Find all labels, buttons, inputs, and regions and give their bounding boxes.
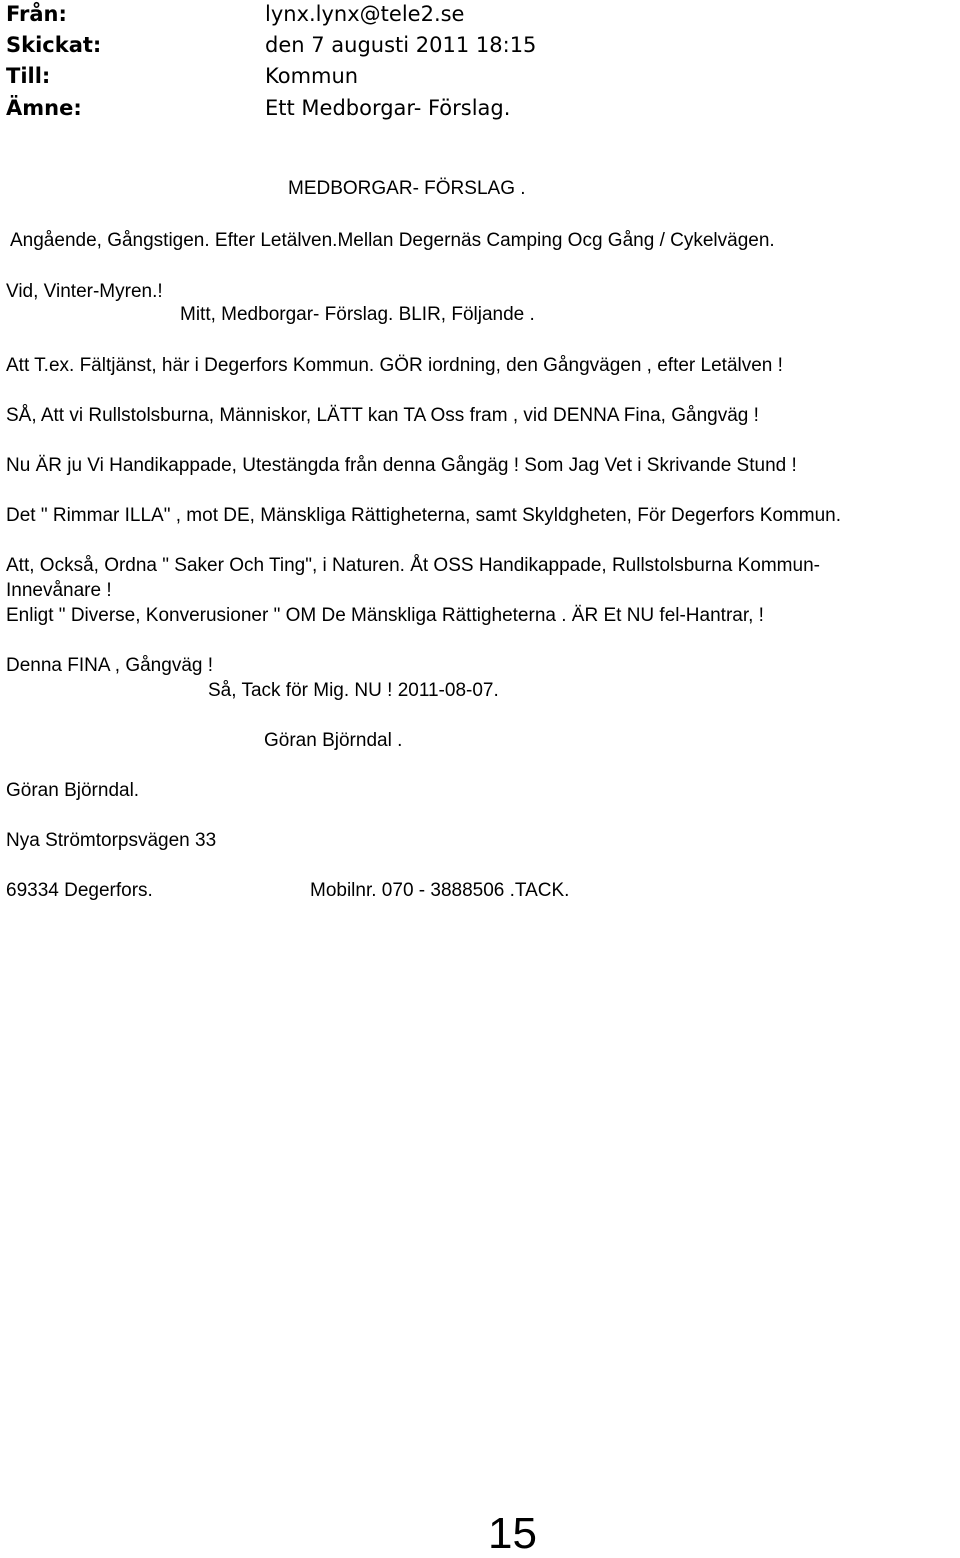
to-label: Till: — [6, 64, 51, 88]
body-line: Det " Rimmar ILLA" , mot DE, Mänskliga Rättigheterna, samt Skyldgheten, För Degerfors Kommun. — [6, 505, 842, 526]
body-line: Enligt " Diverse, Konverusioner " OM De Mänskliga Rättigheterna . ÄR Et NU fel-Hantrar, ! — [6, 605, 764, 626]
mobile-number: Mobilnr. 070 - 3888506 .TACK. — [310, 880, 570, 901]
subject-value: Ett Medborgar- Förslag. — [265, 96, 511, 120]
signature: Göran Björndal . — [264, 730, 403, 751]
body-line: Denna FINA , Gångväg ! — [6, 655, 214, 676]
to-value: Kommun — [265, 64, 359, 88]
from-value: lynx.lynx@tele2.se — [265, 2, 465, 26]
body-line: Att T.ex. Fältjänst, här i Degerfors Kommun. GÖR iordning, den Gångvägen , efter Letälven ! — [6, 355, 783, 376]
letter-title: MEDBORGAR- FÖRSLAG . — [288, 178, 526, 199]
subject-label: Ämne: — [6, 96, 82, 120]
body-line: Innevånare ! — [6, 580, 112, 601]
body-line: Vid, Vinter-Myren.! — [6, 281, 163, 302]
sent-label: Skickat: — [6, 33, 102, 57]
body-line: SÅ, Att vi Rullstolsburna, Människor, LÄTT kan TA Oss fram , vid DENNA Fina, Gångväg ! — [6, 405, 759, 426]
body-line: Angående, Gångstigen. Efter Letälven.Mellan Degernäs Camping Ocg Gång / Cykelvägen. — [10, 230, 775, 251]
sent-value: den 7 augusti 2011 18:15 — [265, 33, 537, 57]
street-address: Nya Strömtorpsvägen 33 — [6, 830, 217, 851]
body-line: Att, Också, Ordna " Saker Och Ting", i Naturen. Åt OSS Handikappade, Rullstolsburna Kommun- — [6, 555, 820, 576]
body-line: Nu ÄR ju Vi Handikappade, Utestängda från denna Gångäg ! Som Jag Vet i Skrivande Stund ! — [6, 455, 797, 476]
postal-address: 69334 Degerfors. — [6, 880, 153, 901]
page-number: 15 — [488, 1509, 537, 1558]
from-label: Från: — [6, 2, 67, 26]
body-line: Så, Tack för Mig. NU ! 2011-08-07. — [208, 680, 499, 701]
signature-name: Göran Björndal. — [6, 780, 140, 801]
body-line: Mitt, Medborgar- Förslag. BLIR, Följande . — [180, 304, 535, 325]
